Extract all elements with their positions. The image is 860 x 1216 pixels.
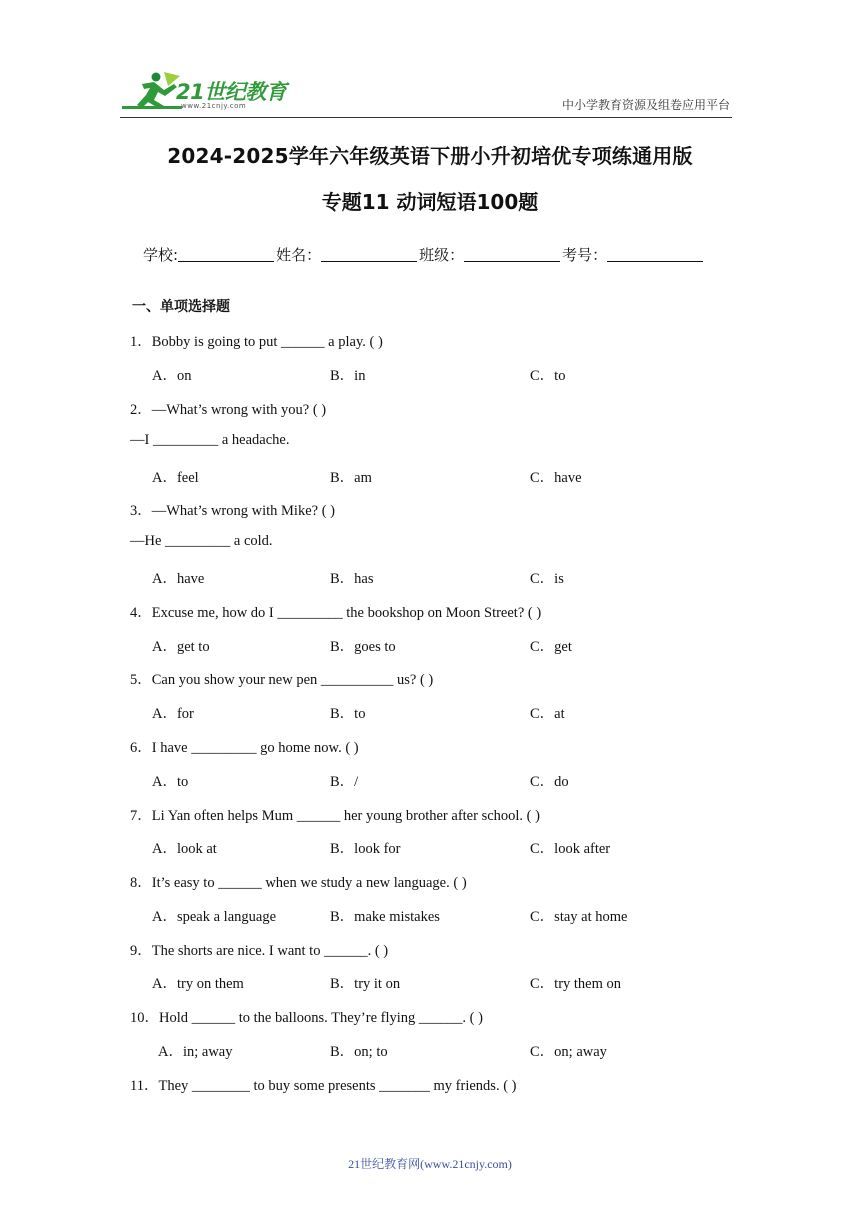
option-a: A．on	[152, 368, 192, 384]
option-a: A．look at	[152, 841, 217, 857]
question-stem: 5．Can you show your new pen __________ us? ( )	[130, 672, 434, 688]
name-blank[interactable]	[321, 244, 417, 262]
option-c: C．on; away	[530, 1044, 607, 1060]
question-stem-line2: —He _________ a cold.	[130, 533, 273, 549]
student-info-row	[143, 244, 705, 265]
page-title: 2024-2025学年六年级英语下册小升初培优专项练通用版	[167, 144, 693, 168]
option-b: B．make mistakes	[330, 909, 440, 925]
option-b: B．look for	[330, 841, 401, 857]
option-b: B．on; to	[330, 1044, 388, 1060]
header-divider	[120, 117, 732, 118]
footer-link[interactable]: 21世纪教育网(www.21cnjy.com)	[348, 1157, 512, 1171]
section-title: 一、单项选择题	[132, 299, 230, 315]
exam-no-label: 考号：	[562, 246, 608, 264]
question-stem: 3．—What’s wrong with Mike? ( )	[130, 503, 335, 519]
question-stem: 10．Hold ______ to the balloons. They’re flying ______. ( )	[130, 1010, 483, 1026]
option-b: B．in	[330, 368, 366, 384]
question-stem: 4．Excuse me, how do I _________ the bookshop on Moon Street? ( )	[130, 605, 542, 621]
option-c: C．look after	[530, 841, 611, 857]
option-a: A．speak a language	[152, 909, 277, 925]
option-a: A．get to	[152, 639, 210, 655]
exam-no-blank[interactable]	[607, 244, 703, 262]
option-a: A．have	[152, 571, 205, 587]
logo-text: 21世纪教育	[176, 80, 287, 104]
question-stem: 6．I have _________ go home now. ( )	[130, 740, 359, 756]
option-b: B．has	[330, 571, 374, 587]
option-c: C．get	[530, 639, 572, 655]
question-stem: 2．—What’s wrong with you? ( )	[130, 402, 327, 418]
option-c: C．have	[530, 470, 582, 486]
option-b: B．to	[330, 706, 366, 722]
question-stem: 11．They ________ to buy some presents _______ my friends. ( )	[130, 1078, 517, 1094]
class-blank[interactable]	[464, 244, 560, 262]
class-label: 班级：	[419, 246, 465, 264]
question-stem: 9．The shorts are nice. I want to ______. ( )	[130, 943, 389, 959]
question-stem: 7．Li Yan often helps Mum ______ her young brother after school. ( )	[130, 808, 540, 824]
question-stem: 8．It’s easy to ______ when we study a new language. ( )	[130, 875, 467, 891]
question-stem-line2: —I _________ a headache.	[130, 432, 290, 448]
option-c: C．try them on	[530, 976, 622, 992]
option-c: C．is	[530, 571, 564, 587]
option-c: C．do	[530, 774, 569, 790]
logo-url: www.21cnjy.com	[181, 102, 247, 110]
option-a: A．feel	[152, 470, 199, 486]
option-a: A．for	[152, 706, 194, 722]
name-label: 姓名：	[276, 246, 322, 264]
option-a: A．try on them	[152, 976, 244, 992]
option-b: B．/	[330, 774, 359, 790]
option-a: A．to	[152, 774, 189, 790]
option-b: B．am	[330, 470, 372, 486]
question-stem: 1．Bobby is going to put ______ a play. ( )	[130, 334, 383, 350]
school-label: 学校:	[143, 246, 179, 264]
option-b: B．try it on	[330, 976, 401, 992]
platform-label: 中小学教育资源及组卷应用平台	[561, 98, 730, 112]
option-c: C．at	[530, 706, 565, 722]
school-blank[interactable]	[178, 244, 274, 262]
option-b: B．goes to	[330, 639, 396, 655]
option-c: C．to	[530, 368, 566, 384]
option-a: A．in; away	[158, 1044, 233, 1060]
option-c: C．stay at home	[530, 909, 628, 925]
page-subtitle: 专题11 动词短语100题	[321, 190, 539, 214]
